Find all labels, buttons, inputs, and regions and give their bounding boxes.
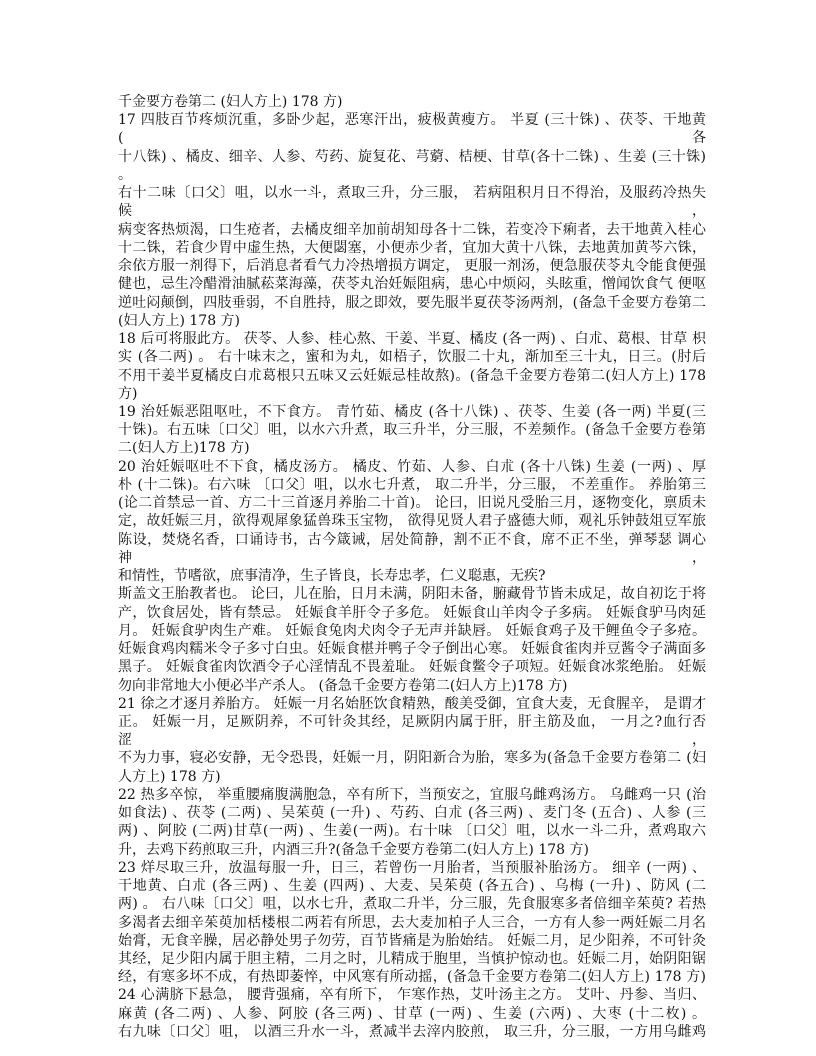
- text-line: 健也，忌生冷醋滑油腻菘菜海藻，茯苓丸治妊娠阻病，患心中烦闷，头眩重，憎闻饮食气 便呕: [118, 276, 706, 293]
- text-line: 斯盖文王胎教者也。 论曰，儿在胎，日月未满，阴阳未备，腑藏骨节皆未成足，故自初讫于将: [118, 586, 706, 603]
- text-line: 黑子。 妊娠食雀肉饮酒令子心淫情乱不畏羞耻。 妊娠食鳖令子项短。妊娠食冰浆绝胎。 妊娠: [118, 659, 706, 676]
- text-line: 19 治妊娠恶阻呕吐，不下食方。 青竹茹、橘皮 (各十八铢) 、茯苓、生姜 (各一两) 半夏(三: [118, 403, 706, 420]
- text-line: 18 后可将服此方。 茯苓、人参、桂心熬、干姜、半夏、橘皮 (各一两) 、白朮、葛根、甘草 枳: [118, 331, 706, 348]
- text-line: 陈设，焚烧名香，口诵诗书，古今箴诫，居处简静，割不正不食，席不正不坐，弹琴瑟 调心神，: [118, 531, 706, 566]
- text-line: 朴 (十二铢)。右六味 〔口父〕咀，以水七升煮， 取二升半，分三服， 不差重作。 养胎第三: [118, 476, 706, 493]
- text-line: 定，故妊娠三月，欲得观犀象猛兽珠玉宝物， 欲得见贤人君子盛德大师，观礼乐钟鼓俎豆军旅: [118, 513, 706, 530]
- text-line: 勿向非常地大小便必半产杀人。 (备急千金要方卷第二(妇人方上)178 方): [118, 677, 568, 694]
- text-line: 十八铢) 、橘皮、细辛、人参、芍药、旋复花、芎藭、桔梗、甘草(各十二铢) 、生姜 (三十铢) 。: [118, 148, 706, 183]
- text-line: 方): [118, 385, 138, 402]
- text-line: 逆吐闷颠倒，四肢垂弱，不自胜持，服之即效，要先服半夏茯苓汤两剂，(备急千金要方卷第二: [118, 294, 706, 311]
- document-body: [118, 93, 706, 1041]
- text-line: 产，饮食居处，皆有禁忌。 妊娠食羊肝令子多危。 妊娠食山羊肉令子多病。 妊娠食驴马肉延: [118, 604, 706, 621]
- text-line: 麻黄 (各二两) 、人参、阿胶 (各三两) 、甘草 (一两) 、生姜 (六两) 、大枣 (十二枚) 。: [118, 1005, 706, 1022]
- text-line: 和情性，节嗜欲，庶事清净，生子皆良，长寿忠孝，仁义聪惠，无疾?: [118, 568, 546, 585]
- text-line: 如食法) 、茯苓 (二两) 、吴茱萸 (一升) 、芍药、白朮 (各三两) 、麦门冬 (五合) 、人参 (三: [118, 805, 706, 822]
- text-line: (妇人方上) 178 方): [118, 312, 241, 329]
- text-line: 人方上) 178 方): [118, 768, 221, 785]
- text-line: 十铢)。右五味〔口父〕咀，以水六升煮，取三升半，分三服，不差频作。(备急千金要方卷第: [118, 422, 706, 439]
- text-line: 不为力事，寝必安静，无令恐畏，妊娠一月，阴阳新合为胎，寒多为(备急千金要方卷第二 (妇: [118, 750, 706, 767]
- text-line: 实 (各二两) 。 右十味末之，蜜和为丸，如梧子，饮服二十丸，渐加至三十丸，日三。(肘后: [118, 349, 706, 366]
- text-line: 千金要方卷第二 (妇人方上) 178 方): [118, 94, 343, 110]
- text-line: 20 治妊娠呕吐不下食，橘皮汤方。 橘皮、竹茹、人参、白朮 (各十八铢) 生姜 (一两) 、厚: [118, 458, 706, 475]
- text-line: 其经，足少阳内属于胆主精，二月之时，儿精成于胞里，当慎护惊动也。妊娠二月，始阴阳锯: [118, 951, 706, 968]
- text-line: 经，有寒多坏不成，有热即萎悴，中风寒有所动摇，(备急千金要方卷第二(妇人方上) 178 方): [118, 969, 706, 986]
- text-line: 21 徐之才逐月养胎方。 妊娠一月名始胚饮食精熟，酸美受御，宜食大麦，无食腥辛， 是谓才: [118, 695, 706, 712]
- text-line: 不用干姜半夏橘皮白朮葛根只五味又云妊娠忌桂故熬)。(备急千金要方卷第二(妇人方上) 178: [118, 367, 706, 384]
- text-line: 24 心满脐下悬急， 腰背强痛，卒有所下， 乍寒作热，艾叶汤主之方。 艾叶、丹参、当归、: [118, 987, 706, 1004]
- text-line: 正。 妊娠一月，足厥阴养，不可针灸其经，足厥阴内属于肝，肝主筋及血， 一月之?血行否涩，: [118, 713, 706, 749]
- text-line: 23 烊尽取三升，放温每服一升，日三，若曾伤一月胎者，当预服补胎汤方。 细辛 (一两) 、: [118, 859, 706, 876]
- text-line: 两) 、阿胶 (二两)甘草(一两) 、生姜(一两)。右十味 〔口父〕咀，以水一斗二升，煮鸡取六: [118, 823, 706, 840]
- text-line: 右九味〔口父〕咀， 以酒三升水一斗，煮减半去滓内胶煎， 取三升，分三服，一方用乌雌鸡: [118, 1023, 706, 1040]
- text-line: 右十二味〔口父〕咀，以水一斗，煮取三升，分三服， 若病阻积月日不得治，及服药冷热失候，: [118, 185, 706, 220]
- text-line: 月。 妊娠食驴肉生产难。 妊娠食兔肉犬肉令子无声并缺唇。 妊娠食鸡子及干鲤鱼令子多疮。: [118, 622, 706, 639]
- text-line: 病变客热烦渴，口生疮者，去橘皮细辛加前胡知母各十二铢，若变冷下痢者，去干地黄入桂心: [118, 221, 706, 238]
- text-line: 余依方服一剂得下，后消息者看气力冷热增损方调定， 更服一剂汤，便急服茯苓丸令能食便强: [118, 258, 706, 275]
- text-line: 两) 。 右八味〔口父〕咀，以水七升，煮取二升半，分三服，先食服寒多者倍细辛茱萸? 若热: [118, 896, 706, 913]
- text-line: 妊娠食鸡肉糯米令子多寸白虫。妊娠食椹并鸭子令子倒出心寒。 妊娠食雀肉并豆酱令子满面多: [118, 641, 706, 658]
- text-line: 十二铢，若食少胃中虚生热，大便閟塞，小便赤少者，宜加大黄十八铢，去地黄加黄芩六铢，: [118, 239, 706, 256]
- text-line: 17 四肢百节疼烦沉重，多卧少起，恶寒汗出，疲极黄瘦方。 半夏 (三十铢) 、茯苓、干地黄 (各: [118, 112, 706, 147]
- text-line: (论二首禁忌一首、方二十三首逐月养胎二十首)。 论曰，旧说凡受胎三月，逐物变化，禀质未: [118, 495, 706, 512]
- text-line: 干地黄、白朮 (各三两) 、生姜 (四两) 、大麦、吴茱萸 (各五合) 、乌梅 (一升) 、防风 (二: [118, 878, 706, 895]
- text-line: 多渴者去细辛茱萸加栝楼根二两若有所思，去大麦加柏子人三合，一方有人参一两妊娠二月名: [118, 914, 706, 931]
- text-line: 22 热多卒惊， 举重腰痛腹满胞急，卒有所下，当预安之，宜服乌雌鸡汤方。 乌雌鸡一只 (治: [118, 786, 706, 803]
- text-line: 二(妇人方上)178 方): [118, 440, 250, 457]
- text-line: 升，去鸡下药煎取三升，内酒三升?(备急千金要方卷第二(妇人方上) 178 方): [118, 841, 589, 858]
- text-line: 始膏，无食辛臊，居必静处男子勿劳，百节皆痛是为胎始结。 妊娠二月，足少阳养，不可针灸: [118, 932, 706, 949]
